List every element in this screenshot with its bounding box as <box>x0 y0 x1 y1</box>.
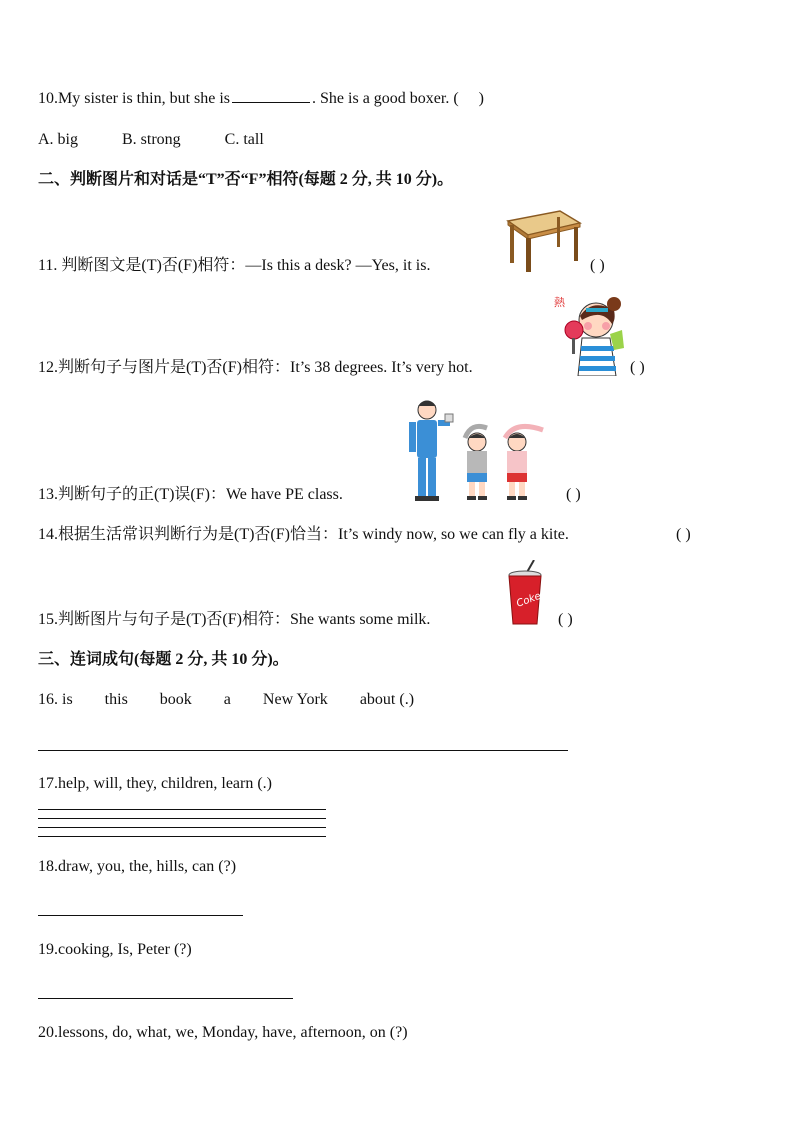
q18-answer-line[interactable] <box>38 915 243 916</box>
q10-option-c[interactable]: C. tall <box>224 131 264 148</box>
q16-word-3: book <box>159 691 192 708</box>
question-19: 19.cooking, Is, Peter (?) <box>38 941 192 958</box>
question-12 <box>38 358 473 378</box>
q16-word-6: about (.) <box>359 691 415 708</box>
q16-word-1: is <box>62 691 73 708</box>
desk-image <box>502 205 582 275</box>
q14-answer-paren[interactable]: ( ) <box>676 526 691 543</box>
q16-number: 16. <box>38 691 58 708</box>
question-20: 20.lessons, do, what, we, Monday, have, afternoon, on (?) <box>38 1024 408 1041</box>
q16-word-5: New York <box>262 691 328 708</box>
question-14 <box>38 525 569 545</box>
question-18: 18.draw, you, the, hills, can (?) <box>38 858 237 875</box>
section-3-heading: 三、连词成句(每题 2 分, 共 10 分)。 <box>38 651 289 668</box>
q10-option-b[interactable]: B. strong <box>122 131 181 148</box>
q15-text: 15.判断图片与句子是(T)否(F)相符：She wants some milk. <box>38 611 431 628</box>
cola-cup-label: Coke <box>515 590 543 610</box>
q10-option-a[interactable]: A. big <box>38 131 78 148</box>
q12-answer-paren[interactable]: ( ) <box>630 359 645 376</box>
q16-answer-line[interactable] <box>38 750 568 751</box>
question-16 <box>38 690 442 710</box>
q17-answer-line-2[interactable] <box>38 818 326 819</box>
q12-text: 12.判断句子与图片是(T)否(F)相符：It’s 38 degrees. It’s very hot. <box>38 359 473 376</box>
q16-word-2: this <box>104 691 128 708</box>
q10-paren-close: ) <box>478 90 484 107</box>
q10-options <box>38 130 308 150</box>
q17-answer-line-1[interactable] <box>38 809 326 810</box>
q14-text: 14.根据生活常识判断行为是(T)否(F)恰当：It’s windy now, so we can fly a kite. <box>38 526 569 543</box>
section-2-heading: 二、判断图片和对话是“T”否“F”相符(每题 2 分, 共 10 分)。 <box>38 171 454 188</box>
hot-sign: 熱 <box>554 296 565 309</box>
hot-girl-image <box>552 290 626 376</box>
q11-text: 11. 判断图文是(T)否(F)相符：—Is this a desk? —Yes, it is. <box>38 257 431 274</box>
question-13 <box>38 485 343 505</box>
q17-answer-line-4[interactable] <box>38 836 326 837</box>
q16-word-4: a <box>223 691 231 708</box>
pe-class-image <box>405 398 550 503</box>
q10-text-after: . She is a good boxer. ( <box>312 90 459 107</box>
q13-answer-paren[interactable]: ( ) <box>566 486 581 503</box>
question-11 <box>38 256 430 276</box>
question-15 <box>38 610 430 630</box>
q10-text-before: 10.My sister is thin, but she is <box>38 90 231 107</box>
cola-cup-image <box>504 560 546 628</box>
q10-answer-blank[interactable] <box>232 88 310 103</box>
q17-answer-line-3[interactable] <box>38 827 326 828</box>
q13-text: 13.判断句子的正(T)误(F)：We have PE class. <box>38 486 343 503</box>
q15-answer-paren[interactable]: ( ) <box>558 611 573 628</box>
question-17: 17.help, will, they, children, learn (.) <box>38 775 272 792</box>
q11-answer-paren[interactable]: ( ) <box>590 257 605 274</box>
question-10 <box>38 88 484 109</box>
q19-answer-line[interactable] <box>38 998 293 999</box>
